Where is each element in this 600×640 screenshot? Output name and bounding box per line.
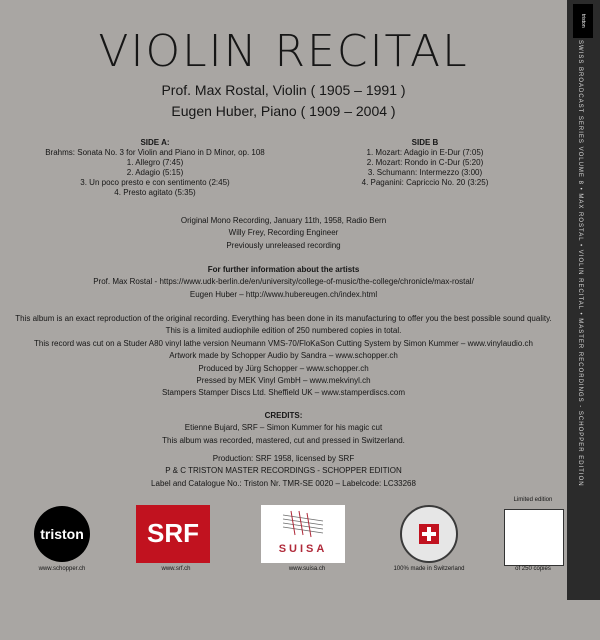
side-a-work: Brahms: Sonata No. 3 for Violin and Piano in D Minor, op. 108 [45,148,265,157]
artist-info [0,264,567,301]
limited-copies-label: of 250 copies [515,566,551,572]
suisa-url[interactable]: www.suisa.ch [288,566,326,572]
srf-logo-mark: SRF [136,505,210,563]
recording-info [0,215,567,252]
srf-url[interactable]: www.srf.ch [161,566,191,572]
swiss-badge-circle [400,505,458,563]
side-a-track-1: 1. Allegro (7:45) [126,158,184,167]
side-b-track-1: 1. Mozart: Adagio in E-Dur (7:05) [366,148,484,157]
production-line-2: P & C TRISTON MASTER RECORDINGS - SCHOPPER EDITION [165,466,402,476]
note-line-7: Stampers Stamper Discs Ltd. Sheffield UK – www.stamperdiscs.com [161,388,406,398]
limited-edition-label: Limited edition [513,497,553,503]
recording-line-1: Original Mono Recording, January 11th, 1958, Radio Bern [180,216,387,225]
side-a-tracklist [40,138,270,198]
spine [567,0,600,600]
note-line-3: This record was cut on a Studer A80 vinyl lathe version Neumann VMS-70/FloKaSon Cutting System by Simon Kummer – www.vinylaudio.ch [34,338,533,348]
production-credits [0,453,567,490]
edition-number-box [504,509,564,566]
credits-line-2: This album was recorded, mastered, cut and pressed in Switzerland. [162,435,405,445]
swiss-made-label: 100% made in Switzerland [393,566,465,572]
srf-logo [136,505,210,562]
swiss-made-badge [392,505,466,562]
suisa-logo-mark [261,505,345,563]
side-b-title: SIDE B [411,138,439,147]
credits [0,410,567,447]
note-line-5: Produced by Jürg Schopper – www.schopper.ch [198,363,369,373]
artist-line-2: Eugen Huber, Piano ( 1909 – 2004 ) [171,103,396,119]
note-line-4: Artwork made by Schopper Audio by Sandra – www.schopper.ch [169,351,398,361]
recording-line-3: Previously unreleased recording [226,240,341,250]
artist-info-title: For further information about the artists [207,265,360,274]
note-line-1: This album is an exact reproduction of the original recording. Everything has been done in its manufacturing to offer you the best possible sound quality. [15,314,552,323]
artist-line-1: Prof. Max Rostal, Violin ( 1905 – 1991 ) [161,82,406,98]
swiss-cross-icon [419,524,439,544]
recording-line-2: Willy Frey, Recording Engineer [228,228,339,238]
triston-logo-mark: triston [34,506,90,562]
side-b-tracklist [345,138,505,188]
production-line-1: Production: SRF 1958, licensed by SRF [212,454,355,463]
production-notes [0,313,567,400]
side-a-track-3: 3. Un poco presto e con sentimento (2:45) [80,178,230,187]
artist-info-link-1[interactable]: Prof. Max Rostal - https://www.udk-berlin.de/en/university/college-of-music/the-college/chronicle/max-rostal/ [93,277,474,287]
note-line-6: Pressed by MEK Vinyl GmbH – www.mekvinyl.ch [196,375,371,385]
side-b-track-2: 2. Mozart: Rondo in C-Dur (5:20) [366,158,484,167]
side-b-track-3: 3. Schumann: Intermezzo (3:00) [367,168,483,177]
side-a-title: SIDE A: [140,138,170,147]
side-b-track-4: 4. Paganini: Capriccio No. 20 (3:25) [361,178,489,187]
suisa-logo [266,505,340,562]
credits-title: CREDITS: [264,411,303,420]
spine-text: SWISS BROADCAST SERIES VOLUME 8 • MAX ROSTAL • VIOLIN RECITAL • MASTER RECORDINGS - SCHOPPER EDITION [577,40,583,487]
music-staff-icon [261,505,345,545]
artist-info-link-2[interactable]: Eugen Huber – http://www.hubereugen.ch/index.html [189,289,378,299]
side-a-track-2: 2. Adagio (5:15) [126,168,184,177]
spine-label-tag: triston [573,4,593,38]
side-a-track-4: 4. Presto agitato (5:35) [114,188,196,197]
triston-url[interactable]: www.schopper.ch [38,566,86,572]
production-line-3: Label and Catalogue No.: Triston Nr. TMR-SE 0020 – Labelcode: LC33268 [151,478,416,488]
note-line-2: This is a limited audiophile edition of 250 numbered copies in total. [165,326,402,336]
credits-line-1: Etienne Bujard, SRF – Simon Kummer for his magic cut [184,423,383,433]
album-title: VIOLIN RECITAL [98,26,469,77]
triston-logo [25,505,99,562]
suisa-logo-text: SUISA [278,542,328,555]
